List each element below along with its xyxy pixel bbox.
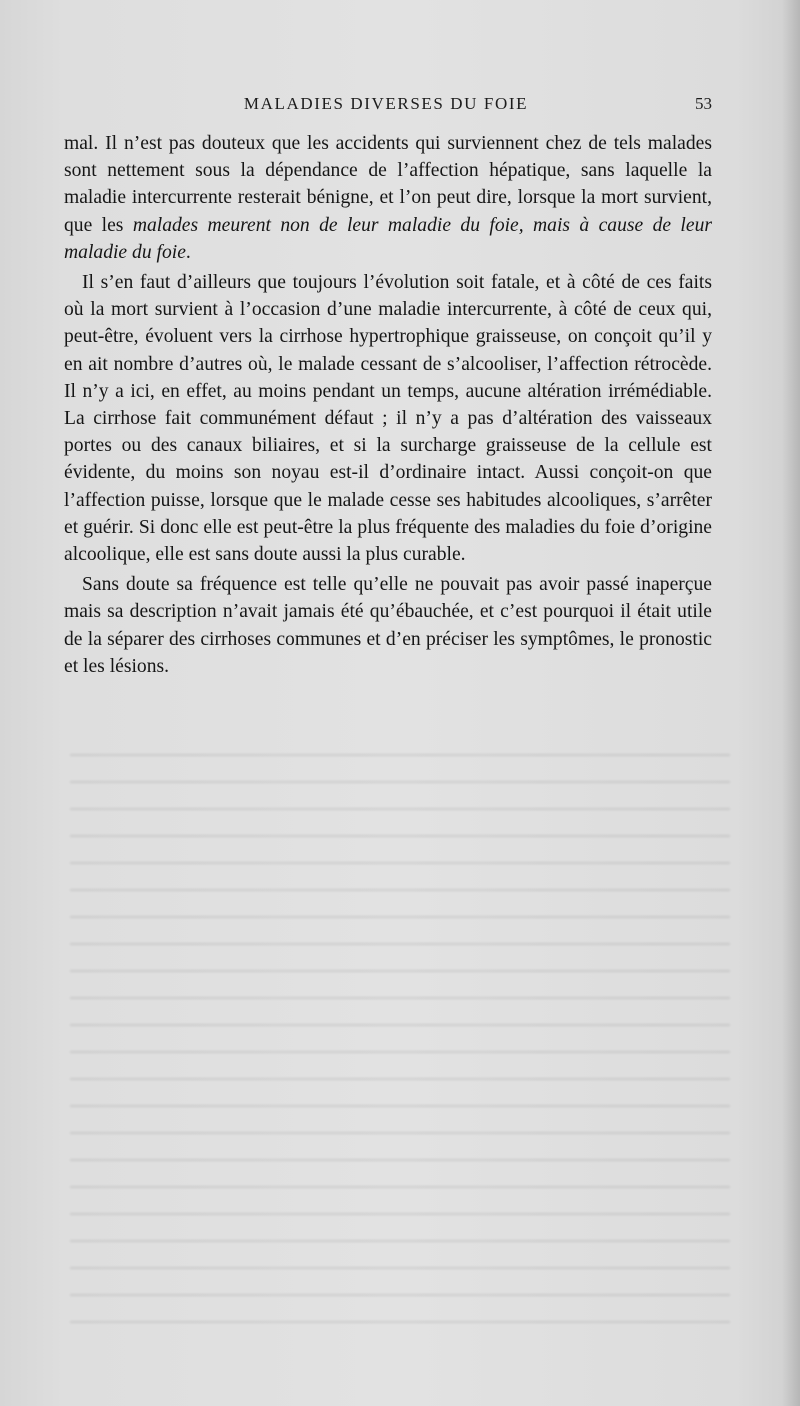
page-number: 53 (695, 94, 712, 113)
paragraph-1-start: mal. Il n’est pas douteux que les accidents qui surviennent chez de tels malades sont nettement sous la dépendance de l’affection hépatique, sans laquelle la maladie intercurrente resterait bénigne, et l’on peut dire, lorsque la mort survient, que les (64, 133, 712, 236)
body-text (64, 130, 712, 680)
paragraph-1-end: . (185, 241, 191, 263)
page-edge-shadow (782, 0, 800, 1406)
paragraph-1-italic: malades meurent non de leur maladie du foie, mais à cause de leur maladie du foie (64, 214, 712, 263)
running-title: MALADIES DIVERSES DU FOIE (243, 94, 529, 113)
paragraph-2: Il s’en faut d’ailleurs que toujours l’évolution soit fatale, et à côté de ces faits où la mort survient à l’occasion d’une maladie intercurrente, à côté de ceux qui, peut-être, évoluent vers la cirrhose hypertrophique graisseuse, on conçoit qu’il y en ait nombre d’autres où, le malade cessant de s’alcooliser, l’affection rétrocède. Il n’y a ici, en effet, au moins pendant un temps, aucune altération irrémédiable. La cirrhose fait communément défaut ; il n’y a pas d’altération des vaisseaux portes ou des canaux biliaires, et si la surcharge graisseuse de la cellule est évidente, du moins son noyau est-il d’ordinaire intact. Aussi conçoit-on que l’affection puisse, lorsque que le malade cesse ses habitudes alcooliques, s’arrêter et guérir. Si donc elle est peut-être la plus fréquente des maladies du foie d’origine alcoolique, elle est sans doute aussi la plus curable. (64, 272, 712, 566)
running-head (60, 94, 712, 116)
paragraph-3: Sans doute sa fréquence est telle qu’elle ne pouvait pas avoir passé inaperçue mais sa description n’avait jamais été qu’ébauchée, et c’est pourquoi il était utile de la séparer des cirrhoses communes et d’en préciser les symptômes, le pronostic et les lésions. (64, 574, 712, 677)
verso-bleed-through (70, 740, 730, 1340)
paragraph-1 (64, 130, 712, 266)
